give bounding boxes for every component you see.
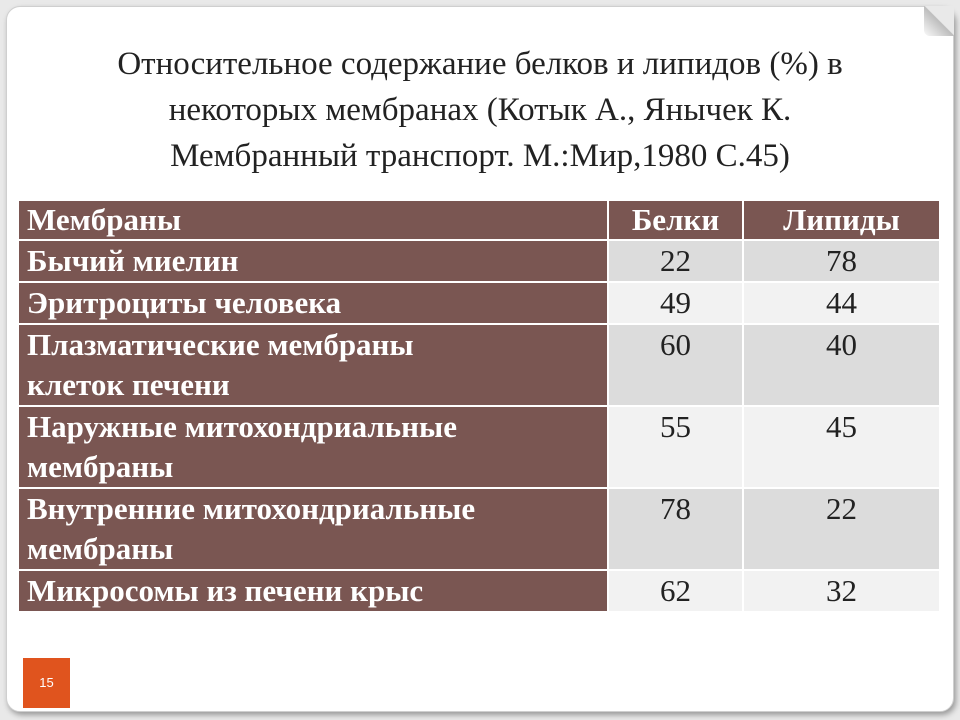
proteins-value: 62	[609, 571, 744, 613]
membrane-name-line: Микросомы из печени крыс	[27, 573, 424, 608]
membrane-name	[19, 571, 609, 613]
membrane-name-line: Эритроциты человека	[27, 285, 342, 320]
table-row	[19, 571, 939, 613]
lipids-value: 32	[744, 571, 939, 613]
membrane-name-line: мембраны	[27, 531, 174, 566]
table-row	[19, 489, 939, 571]
proteins-value: 55	[609, 407, 744, 489]
proteins-value: 78	[609, 489, 744, 571]
lipids-value: 40	[744, 325, 939, 407]
membrane-name-line: Бычий миелин	[27, 243, 239, 278]
table-row	[19, 407, 939, 489]
slide-title	[47, 41, 913, 179]
title-line: Относительное содержание белков и липидов (%) в	[117, 46, 843, 82]
lipids-value: 78	[744, 241, 939, 283]
header-lipids: Липиды	[744, 201, 939, 241]
lipids-value: 22	[744, 489, 939, 571]
title-line: Мембранный транспорт. М.:Мир,1980 С.45)	[170, 138, 790, 174]
table-row	[19, 325, 939, 407]
membrane-composition-table	[19, 201, 939, 613]
page-curl-corner	[924, 6, 954, 36]
proteins-value: 22	[609, 241, 744, 283]
slide-number-badge: 15	[23, 658, 70, 708]
membrane-name	[19, 241, 609, 283]
lipids-value: 45	[744, 407, 939, 489]
proteins-value: 49	[609, 283, 744, 325]
membrane-name-line: клеток печени	[27, 367, 230, 402]
membrane-name	[19, 325, 609, 407]
title-line: некоторых мембранах (Котык А., Янычек К.	[168, 92, 792, 128]
proteins-value: 60	[609, 325, 744, 407]
membrane-name	[19, 489, 609, 571]
membrane-name	[19, 407, 609, 489]
slide	[6, 6, 954, 712]
membrane-name-line: мембраны	[27, 449, 174, 484]
membrane-name	[19, 283, 609, 325]
header-proteins: Белки	[609, 201, 744, 241]
header-membranes: Мембраны	[19, 201, 609, 241]
table-row	[19, 241, 939, 283]
table-row	[19, 283, 939, 325]
membrane-name-line: Плазматические мембраны	[27, 327, 414, 362]
table-header-row	[19, 201, 939, 241]
lipids-value: 44	[744, 283, 939, 325]
membrane-name-line: Внутренние митохондриальные	[27, 491, 476, 526]
membrane-name-line: Наружные митохондриальные	[27, 409, 457, 444]
